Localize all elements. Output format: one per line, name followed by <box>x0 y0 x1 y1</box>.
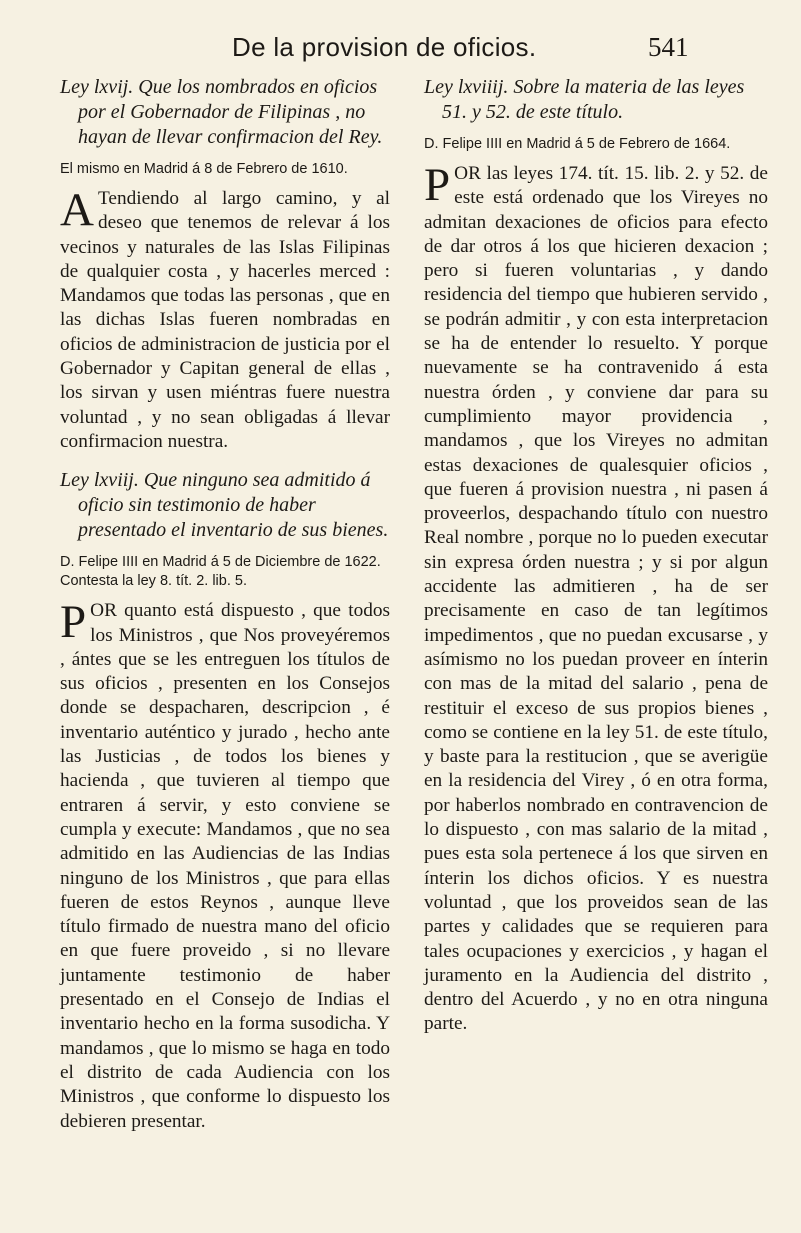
chapter-title: De la provision de oficios. <box>232 32 537 62</box>
law-title: Ley lxviij. Que ninguno sea admitido á oficio sin testimonio de haber presentado el inventario de sus bienes. <box>60 469 389 542</box>
law-67 <box>60 75 390 454</box>
law-text <box>60 596 390 1134</box>
law-68 <box>60 468 390 1134</box>
page-number: 541 <box>648 32 689 62</box>
drop-cap: P <box>424 159 451 211</box>
left-column <box>60 75 390 1134</box>
law-body: OR quanto está dispuesto , que todos los Ministros , que Nos proveyéremos , ántes que se les entreguen los títulos de sus oficios , presenten en los Consejos donde se despacharen, descripcion , é inventario auténtico y jurado , hecho ante las Justicias , de todos los bienes y hacienda , que tuvieren al tiempo que entraren á servir, y esto conviene se cumpla y execute: Mandamos , que no sea admitido en las Audiencias de las Indias ninguno de los Ministros , que para ellas fueren de estos Reynos , aunque lleve título firmado de nuestra mano del oficio en que fuere proveido , si no llevare juntamente testimonio de haber presentado en el Consejo de Indias el inventario hecho en la forma susodicha. Y mandamos , que lo mismo se haga en todo el distrito de cada Audiencia con los Ministros , que conforme lo dispuesto los debieren presentar. <box>60 600 390 1132</box>
law-citation: D. Felipe IIII en Madrid á 5 de Febrero de 1664. <box>424 136 731 152</box>
law-text <box>60 184 390 454</box>
law-citation: D. Felipe IIII en Madrid á 5 de Diciembre de 1622. Contesta la ley 8. tít. 2. lib. 5. <box>60 554 381 590</box>
running-header <box>0 32 801 68</box>
drop-cap: P <box>60 596 87 649</box>
law-title: Ley lxvij. Que los nombrados en oficios por el Gobernador de Filipinas , no hayan de llevar confirmacion del Rey. <box>60 76 383 148</box>
right-column <box>424 75 768 1037</box>
law-text <box>424 159 768 1037</box>
law-citation: El mismo en Madrid á 8 de Febrero de 1610. <box>60 161 348 177</box>
law-body: Tendiendo al largo camino, y al deseo que tenemos de relevar á los vecinos y naturales de las Islas Filipinas de qualquier costa , y hacerles merced : Mandamos que todas las personas , que en las dichas Islas fueren nombradas en oficios de administracion de justicia por el Gobernador y Capitan general de ellas , los sirvan y usen miéntras fuere nuestra voluntad , y no sean obligadas á llevar confirmacion nuestra. <box>60 188 390 452</box>
law-69 <box>424 75 768 1037</box>
law-body: OR las leyes 174. tít. 15. lib. 2. y 52. de este está ordenado que los Vireyes no admitan dexaciones de oficios para efecto de dar otros á los que hicieren dexacion ; pero si fueren voluntarias , y dando residencia del tiempo que hubieren servido , se podrán admitir , y con esta interpretacion se ha de entender lo resuelto. Y porque nuevamente se ha contravenido á esta nuestra órden , y conviene dar para su cumplimiento mayor providencia , mandamos , que los Vireyes no admitan estas dexaciones de qualesquier oficios , que fueren á provision nuestra , ni pasen á proveerlos, despachando título con nuestro Real nombre , porque no lo pueden executar sin expresa órden nuestra ; y si por algun accidente las admitieren , ha de ser precisamente en caso de tan legítimos impedimentos , que no puedan excusarse , y asímismo no los puedan proveer en ínterin con mas de la mitad del salario , pena de restituir el exceso de sus propios bienes , como se contiene en la ley 51. de este título, y baste para la restitucion , que se averigüe en la residencia del Virey , ó en otra forma, por haberlos nombrado en contravencion de lo dispuesto , con mas salario de la mitad , pues esta sola pertenece á los que sirven en ínterin los dichos oficios. Y es nuestra voluntad , que los proveidos sean de las partes y calidades que se requieren para tales ocupaciones y exercicios , y hagan el juramento en la Audiencia del distrito , dentro del Acuerdo , y no en otra ninguna parte. <box>424 163 768 1035</box>
drop-cap: A <box>60 184 94 236</box>
law-title: Ley lxviiij. Sobre la materia de las leyes 51. y 52. de este título. <box>424 76 745 123</box>
